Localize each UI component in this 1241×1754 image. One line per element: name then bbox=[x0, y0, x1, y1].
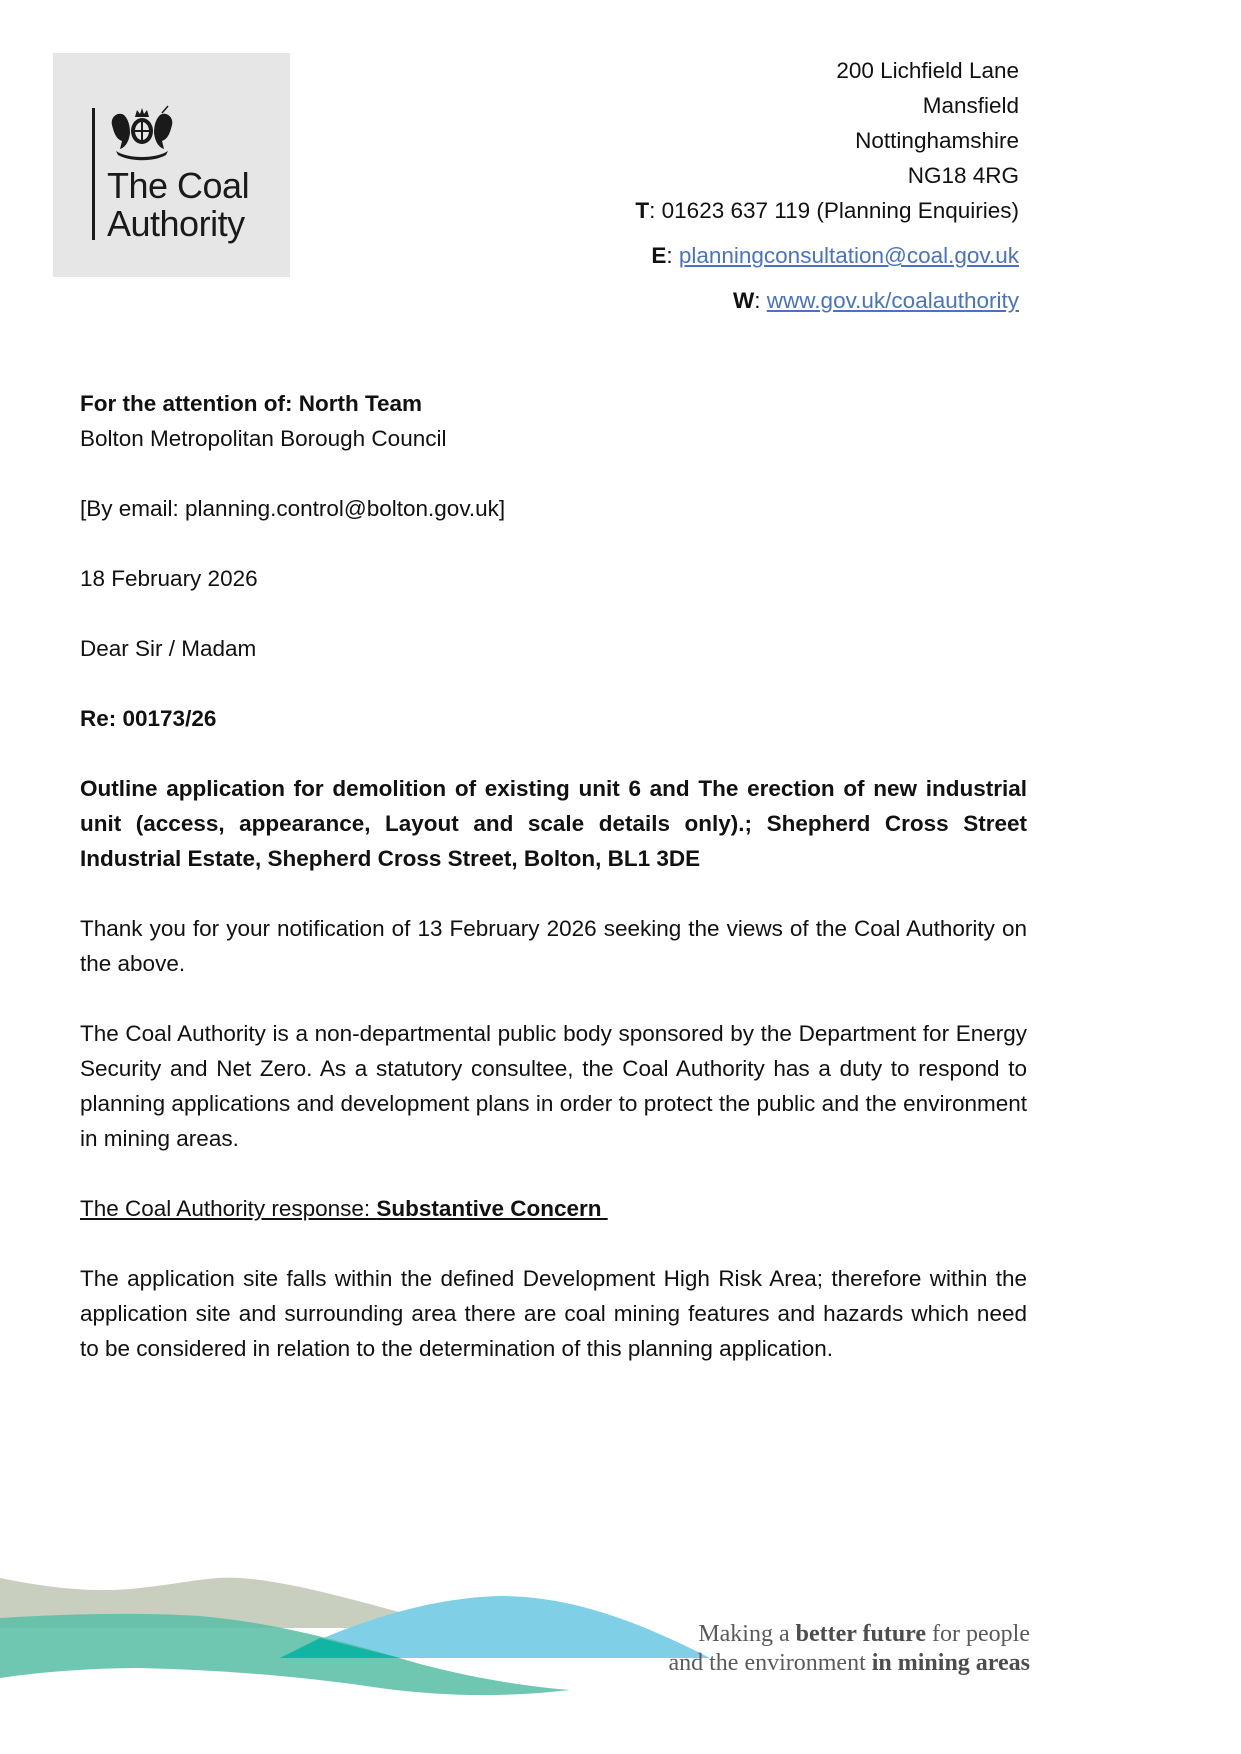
web-label: W bbox=[733, 288, 755, 313]
response-line bbox=[80, 1191, 1027, 1226]
address-line-town: Mansfield bbox=[922, 93, 1019, 118]
web-line: W: www.gov.uk/coalauthority bbox=[733, 288, 1019, 313]
attention-line: For the attention of: North Team bbox=[80, 391, 423, 416]
salutation: Dear Sir / Madam bbox=[80, 636, 257, 661]
email-line: E: planningconsultation@coal.gov.uk bbox=[651, 243, 1019, 268]
footer-slogan bbox=[640, 1620, 1030, 1678]
response-value: Substantive Concern bbox=[376, 1196, 608, 1221]
letter-body bbox=[80, 386, 1027, 1366]
phone-label: T bbox=[635, 198, 650, 223]
logo-divider-bar bbox=[92, 108, 95, 240]
slogan-emphasis: better future bbox=[795, 1621, 927, 1647]
slogan-line-2 bbox=[640, 1649, 1030, 1678]
footer-wave-graphic bbox=[0, 1568, 720, 1708]
coal-authority-logo bbox=[53, 53, 290, 277]
slogan-text: for people bbox=[926, 1621, 1030, 1647]
letter-date: 18 February 2026 bbox=[80, 566, 258, 591]
recipient-organisation: Bolton Metropolitan Borough Council bbox=[80, 426, 447, 451]
email-label: E bbox=[651, 243, 667, 268]
address-line-county: Nottinghamshire bbox=[855, 128, 1019, 153]
body-paragraph-1: Thank you for your notification of 13 February 2026 seeking the views of the Coal Authority on the above. bbox=[80, 916, 1027, 976]
royal-coat-of-arms-icon bbox=[108, 105, 176, 161]
email-link[interactable]: planningconsultation@coal.gov.uk bbox=[678, 243, 1019, 268]
address-line-street: 200 Lichfield Lane bbox=[836, 58, 1019, 83]
address-line-postcode: NG18 4RG bbox=[907, 163, 1019, 188]
reference-number: Re: 00173/26 bbox=[80, 706, 217, 731]
body-paragraph-2: The Coal Authority is a non-departmental public body sponsored by the Department for Energy Security and Net Zero. As a statutory consultee, the Coal Authority has a duty to respond to planning applications and development plans in order to protect the public and the environment in mining areas. bbox=[80, 1021, 1027, 1151]
phone-number: 01623 637 119 (Planning Enquiries) bbox=[661, 198, 1019, 223]
website-link[interactable]: www.gov.uk/coalauthority bbox=[766, 288, 1019, 313]
phone-line: T: 01623 637 119 (Planning Enquiries) bbox=[635, 198, 1019, 223]
slogan-text: Making a bbox=[698, 1621, 796, 1647]
body-paragraph-3: The application site falls within the defined Development High Risk Area; therefore within the application site and surrounding area there are coal mining features and hazards which need to be considered in relation to the determination of this planning application. bbox=[80, 1266, 1027, 1361]
application-title: Outline application for demolition of existing unit 6 and The erection of new industrial unit (access, appearance, Layout and scale details only).; Shepherd Cross Street Industrial Estate, Shepherd Cross Street, Bolton, BL1 3DE bbox=[80, 776, 1027, 871]
response-label: The Coal Authority response: bbox=[80, 1196, 377, 1221]
slogan-line-1 bbox=[640, 1620, 1030, 1649]
slogan-emphasis: in mining areas bbox=[871, 1650, 1030, 1676]
slogan-text: and the environment bbox=[668, 1650, 872, 1676]
logo-text-line2: Authority bbox=[107, 203, 245, 244]
sender-address-block bbox=[635, 53, 1019, 318]
recipient-email: [By email: planning.control@bolton.gov.uk] bbox=[80, 496, 506, 521]
logo-text-line1: The Coal bbox=[107, 165, 250, 206]
logo-wordmark bbox=[107, 167, 249, 243]
